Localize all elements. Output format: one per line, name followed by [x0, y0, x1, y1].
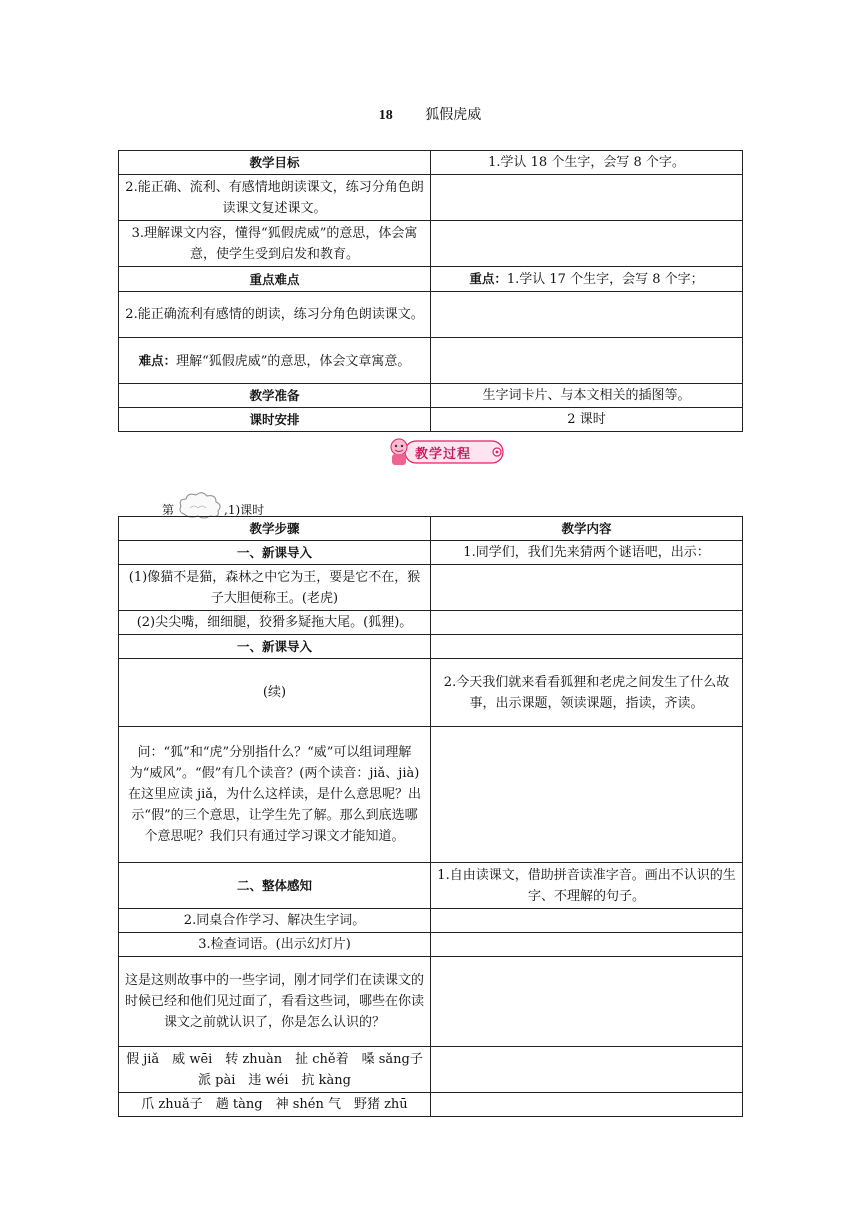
teaching-process-banner: [383, 436, 507, 468]
table-row: [119, 635, 743, 659]
step-intro: 一、新课导入: [119, 541, 431, 565]
column-header-content: 教学内容: [431, 517, 743, 541]
preparation-label: 教学准备: [119, 384, 431, 408]
key-point-item-2: 2.能正确流利有感情的朗读，练习分角色朗读课文。: [119, 292, 431, 338]
step-intro-repeat: 一、新课导入: [119, 635, 431, 659]
empty-cell: [431, 957, 743, 1047]
words-intro-paragraph: 这是这则故事中的一些字词，刚才同学们在读课文的时候已经和他们见过面了，看看这些词，哪些在你读课文之前就认识了，你是怎么认识的？: [119, 957, 431, 1047]
empty-cell: [431, 1047, 743, 1093]
table-row: [119, 957, 743, 1047]
key-points-value: [431, 267, 743, 292]
table-row: [119, 1047, 743, 1093]
table-row: [119, 611, 743, 635]
process-table: [118, 516, 743, 1117]
key-points-label: 重点难点: [119, 267, 431, 292]
vocabulary-line-2: 爪 zhuǎ子 趟 tàng 神 shén 气 野猪 zhū: [119, 1093, 431, 1117]
step-overall: 二、整体感知: [119, 863, 431, 909]
empty-cell: [431, 611, 743, 635]
continued-label: (续): [119, 659, 431, 727]
empty-cell: [431, 565, 743, 611]
table-row: [119, 175, 743, 221]
pair-study: 2.同桌合作学习、解决生字词。: [119, 909, 431, 933]
schedule-value: 2 课时: [431, 408, 743, 432]
table-row: [119, 221, 743, 267]
table-header-row: [119, 517, 743, 541]
table-row: [119, 933, 743, 957]
table-row: [119, 909, 743, 933]
table-row: [119, 292, 743, 338]
period-heading: [162, 490, 264, 518]
goals-table: [118, 150, 743, 432]
step-overall-content: 1.自由读课文，借助拼音读准字音。画出不认识的生字、不理解的句子。: [431, 863, 743, 909]
table-row: [119, 565, 743, 611]
goal-item-2: 2.能正确、流利、有感情地朗读课文，练习分角色朗读课文复述课文。: [119, 175, 431, 221]
step-intro-content: 1.同学们，我们先来猜两个谜语吧，出示：: [431, 541, 743, 565]
goals-value: 1.学认 18 个生字，会写 8 个字。: [431, 151, 743, 175]
difficulty-bold: 难点：: [138, 352, 177, 368]
empty-cell: [431, 221, 743, 267]
empty-cell: [431, 909, 743, 933]
period-prefix: 第: [162, 503, 175, 517]
topic-intro-content: 2.今天我们就来看看狐狸和老虎之间发生了什么故事，出示课题，领读课题，指读，齐读。: [431, 659, 743, 727]
table-row: [119, 384, 743, 408]
schedule-label: 课时安排: [119, 408, 431, 432]
empty-cell: [431, 1093, 743, 1117]
riddle-1: (1)像猫不是猫，森林之中它为王，要是它不在，猴子大胆便称王。(老虎): [119, 565, 431, 611]
vocabulary-line-1: 假 jiǎ 威 wēi 转 zhuàn 扯 chě着 嗓 sǎng子 派 pài 违 wéi 抗 kàng: [119, 1047, 431, 1093]
period-suffix: ,1)课时: [224, 503, 265, 517]
empty-cell: [431, 635, 743, 659]
difficulty-cell: [119, 338, 431, 384]
preparation-value: 生字词卡片、与本文相关的插图等。: [431, 384, 743, 408]
banner-label: 教学过程: [415, 447, 472, 462]
table-row: [119, 863, 743, 909]
table-row: [119, 659, 743, 727]
check-words: 3.检查词语。(出示幻灯片): [119, 933, 431, 957]
empty-cell: [431, 292, 743, 338]
lesson-number: 18: [378, 108, 393, 123]
goals-label: 教学目标: [119, 151, 431, 175]
table-row: [119, 338, 743, 384]
table-row: [119, 1093, 743, 1117]
table-row: [119, 541, 743, 565]
question-paragraph: 问：“狐”和“虎”分别指什么？“威”可以组词理解为“威风”。“假”有几个读音？(两个读音：jiǎ、jià)在这里应读 jiǎ，为什么这样读，是什么意思呢？出示“假”的三个意思，让学生先了解。那么到底选哪个意思呢？我们只有通过学习课文才能知道。: [119, 727, 431, 863]
empty-cell: [431, 933, 743, 957]
goal-item-3: 3.理解课文内容，懂得“狐假虎威”的意思，体会寓意，使学生受到启发和教育。: [119, 221, 431, 267]
key-point-bold: 重点：: [469, 271, 507, 286]
difficulty-text: 理解“狐假虎威”的意思，体会文章寓意。: [176, 353, 411, 369]
empty-cell: [431, 727, 743, 863]
empty-cell: [431, 338, 743, 384]
lesson-title: [0, 104, 860, 124]
column-header-steps: 教学步骤: [119, 517, 431, 541]
table-row: [119, 727, 743, 863]
riddle-2: (2)尖尖嘴，细细腿，狡猾多疑拖大尾。(狐狸)。: [119, 611, 431, 635]
empty-cell: [431, 175, 743, 221]
lesson-title-text: 狐假虎威: [425, 107, 482, 123]
key-point-text: 1.学认 17 个生字，会写 8 个字；: [506, 272, 704, 287]
table-row: [119, 267, 743, 292]
table-row: [119, 408, 743, 432]
table-row: [119, 151, 743, 175]
